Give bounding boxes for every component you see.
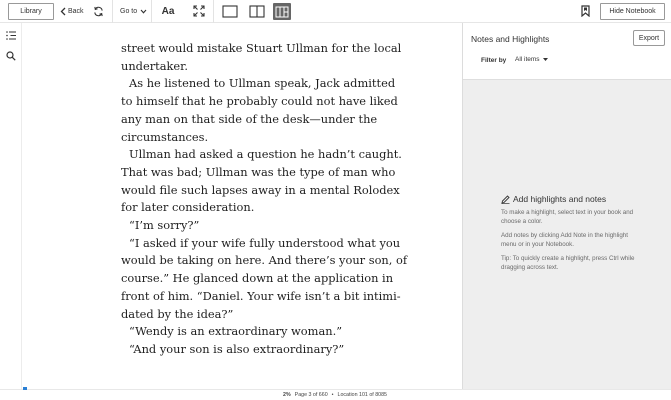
filter-value: All items xyxy=(515,56,540,63)
book-line[interactable]: would file such lapses away in a mental Rolodex xyxy=(121,182,400,197)
filter-dropdown[interactable] xyxy=(515,56,548,63)
empty-state-hint: To make a highlight, select text in your book and choose a color. xyxy=(501,209,634,225)
back-label: Back xyxy=(68,8,84,15)
single-page-icon xyxy=(222,5,238,18)
percent-read: 2% xyxy=(283,392,291,398)
notebook-header xyxy=(463,23,671,80)
toolbar-divider xyxy=(151,0,152,23)
book-line[interactable]: circumstances. xyxy=(121,129,209,144)
two-page-icon xyxy=(249,5,265,18)
location-indicator: Location 101 of 8085 xyxy=(337,392,387,398)
empty-state-tip: Tip: To quickly create a highlight, press Ctrl while dragging across text. xyxy=(501,255,635,271)
book-line[interactable]: Ullman had asked a question he hadn’t caught. xyxy=(129,147,402,162)
pencil-icon xyxy=(501,195,510,204)
book-line[interactable]: That was bad; Ullman was the type of man who xyxy=(121,164,396,179)
hide-notebook-button[interactable]: Hide Notebook xyxy=(600,3,665,20)
book-line[interactable]: “And your son is also extraordinary?” xyxy=(129,341,345,356)
search-icon xyxy=(6,51,16,61)
book-line[interactable]: front of him. “Daniel. Your wife isn’t a bit intimi- xyxy=(121,288,401,303)
fullscreen-button[interactable] xyxy=(192,4,206,18)
sync-icon xyxy=(93,6,104,17)
empty-state-hint: Add notes by clicking Add Note in the highlight menu or in your Notebook. xyxy=(501,232,628,248)
toolbar xyxy=(0,0,671,23)
two-column-layout-button[interactable] xyxy=(248,4,265,19)
fullscreen-icon xyxy=(193,5,205,17)
export-button[interactable]: Export xyxy=(633,30,665,46)
book-line[interactable]: “Wendy is an extraordinary woman.” xyxy=(129,324,343,339)
book-line[interactable]: undertaker. xyxy=(121,58,188,73)
toolbar-divider xyxy=(213,0,214,23)
empty-state-title xyxy=(501,195,636,204)
left-rail xyxy=(0,23,22,389)
search-button[interactable] xyxy=(5,50,17,62)
table-of-contents-icon xyxy=(6,31,17,40)
table-of-contents-button[interactable] xyxy=(5,29,17,41)
reading-pane[interactable] xyxy=(23,23,462,389)
chevron-down-icon xyxy=(140,9,147,14)
book-line[interactable]: course.” He glanced down at the application in xyxy=(121,271,394,286)
status-text xyxy=(283,392,387,398)
toolbar-divider xyxy=(112,0,113,23)
notebook-empty-state xyxy=(501,195,636,277)
goto-button[interactable] xyxy=(120,4,147,19)
filter-label: Filter by xyxy=(481,57,507,64)
caret-down-icon xyxy=(543,58,548,61)
book-text[interactable] xyxy=(121,40,408,359)
goto-label: Go to xyxy=(120,8,138,15)
notebook-panel xyxy=(462,23,671,389)
book-line[interactable]: As he listened to Ullman speak, Jack admitted xyxy=(129,76,396,91)
bookmark-button[interactable] xyxy=(578,3,592,19)
book-line[interactable]: dated by the idea?” xyxy=(121,306,234,321)
book-line[interactable]: to himself that he probably could not have liked xyxy=(121,94,398,109)
reading-progress-bar[interactable] xyxy=(23,387,27,390)
book-line[interactable]: for later consideration. xyxy=(121,200,255,215)
empty-state-title-text: Add highlights and notes xyxy=(513,194,607,204)
grid-layout-icon xyxy=(275,6,289,18)
font-settings-button[interactable]: Aa xyxy=(161,5,175,17)
sync-button[interactable] xyxy=(91,4,105,19)
book-line[interactable]: “I asked if your wife fully understood what you xyxy=(129,235,401,250)
book-line[interactable]: would be taking on here. And there’s your son, of xyxy=(121,253,408,268)
chevron-left-icon xyxy=(60,7,66,16)
book-line[interactable]: street would mistake Stuart Ullman for the local xyxy=(121,41,402,55)
library-button[interactable]: Library xyxy=(8,3,54,20)
notebook-title: Notes and Highlights xyxy=(471,34,550,44)
bookmark-icon xyxy=(581,5,590,17)
notebook-layout-button[interactable] xyxy=(273,3,291,20)
book-line[interactable]: any man on that side of the desk—under the xyxy=(121,111,378,126)
page-indicator: Page 3 of 660 xyxy=(294,392,328,398)
book-line[interactable]: “I’m sorry?” xyxy=(129,218,200,233)
status-separator: • xyxy=(331,392,334,398)
back-button[interactable] xyxy=(60,4,84,19)
single-column-layout-button[interactable] xyxy=(221,4,238,19)
status-bar xyxy=(0,389,671,400)
